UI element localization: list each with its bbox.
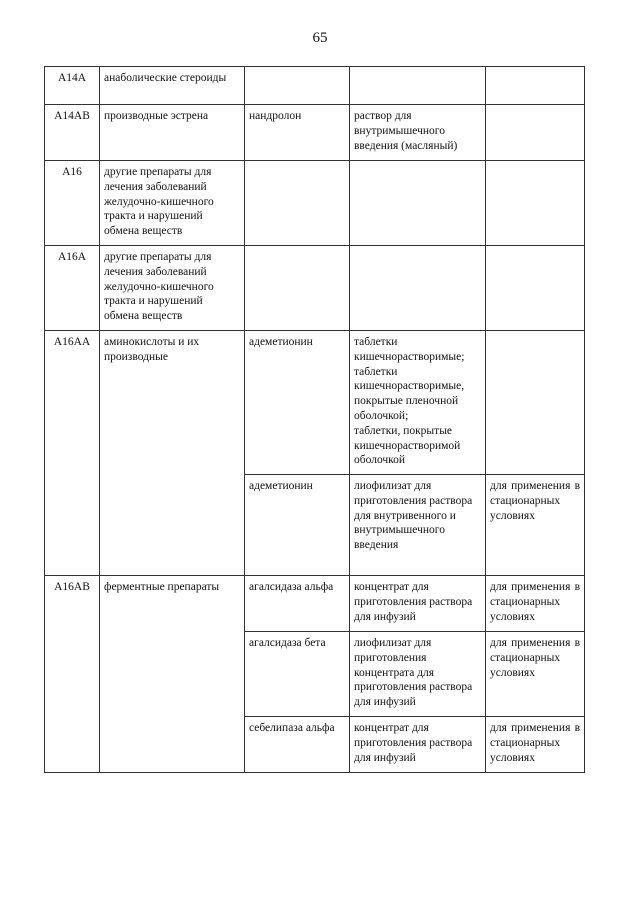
atc-group-name: производные эстрена (100, 105, 245, 161)
atc-code: А14А (45, 67, 100, 105)
usage-condition (486, 161, 585, 246)
drug-name: себелипаза альфа (245, 717, 350, 773)
usage-condition (486, 105, 585, 161)
atc-group-name: анаболические стероиды (100, 67, 245, 105)
drug-name (245, 67, 350, 105)
drug-name: агалсидаза альфа (245, 576, 350, 632)
dosage-form-line: таблетки, покрытые кишечнорастворимой оболочкой (354, 424, 461, 467)
atc-group-name: ферментные препараты (100, 576, 245, 773)
atc-code: А16АВ (45, 576, 100, 773)
atc-group-name: другие препараты для лечения заболеваний желудочно-кишечного тракта и нарушений обмена веществ (100, 161, 245, 246)
usage-condition (486, 67, 585, 105)
dosage-form: лиофилизат для приготовления раствора для внутривенного и внутримышечного введения (350, 475, 486, 576)
table-row (45, 105, 585, 161)
usage-condition (486, 331, 585, 475)
dosage-form: лиофилизат для приготовления концентрата для приготовления раствора для инфузий (350, 632, 486, 717)
atc-code: А16А (45, 246, 100, 331)
dosage-form (350, 161, 486, 246)
dosage-form: концентрат для приготовления раствора для инфузий (350, 717, 486, 773)
atc-code: А16АА (45, 331, 100, 576)
drug-name: нандролон (245, 105, 350, 161)
drug-name: агалсидаза бета (245, 632, 350, 717)
atc-code: А14АВ (45, 105, 100, 161)
table-row (45, 331, 585, 475)
atc-group-name: аминокислоты и их производные (100, 331, 245, 576)
drug-registry-table (44, 66, 585, 773)
dosage-form: концентрат для приготовления раствора для инфузий (350, 576, 486, 632)
dosage-form (350, 67, 486, 105)
table-row (45, 67, 585, 105)
atc-code: А16 (45, 161, 100, 246)
page-number: 65 (312, 30, 328, 46)
usage-condition: для применения в стационарных условиях (486, 576, 585, 632)
dosage-form: раствор для внутримышечного введения (масляный) (350, 105, 486, 161)
dosage-form-line: таблетки кишечнорастворимые; (354, 336, 465, 363)
dosage-form (350, 331, 486, 475)
dosage-form-line: таблетки кишечнорастворимые, покрытые пленочной оболочкой; (354, 365, 465, 422)
table-row (45, 161, 585, 246)
usage-condition (486, 246, 585, 331)
table-row (45, 246, 585, 331)
dosage-form (350, 246, 486, 331)
usage-condition: для применения в стационарных условиях (486, 632, 585, 717)
usage-condition: для применения в стационарных условиях (486, 717, 585, 773)
drug-name (245, 246, 350, 331)
usage-condition: для применения в стационарных условиях (486, 475, 585, 576)
drug-name: адеметионин (245, 475, 350, 576)
drug-name (245, 161, 350, 246)
atc-group-name: другие препараты для лечения заболеваний желудочно-кишечного тракта и нарушений обмена веществ (100, 246, 245, 331)
table-row (45, 576, 585, 632)
drug-name: адеметионин (245, 331, 350, 475)
